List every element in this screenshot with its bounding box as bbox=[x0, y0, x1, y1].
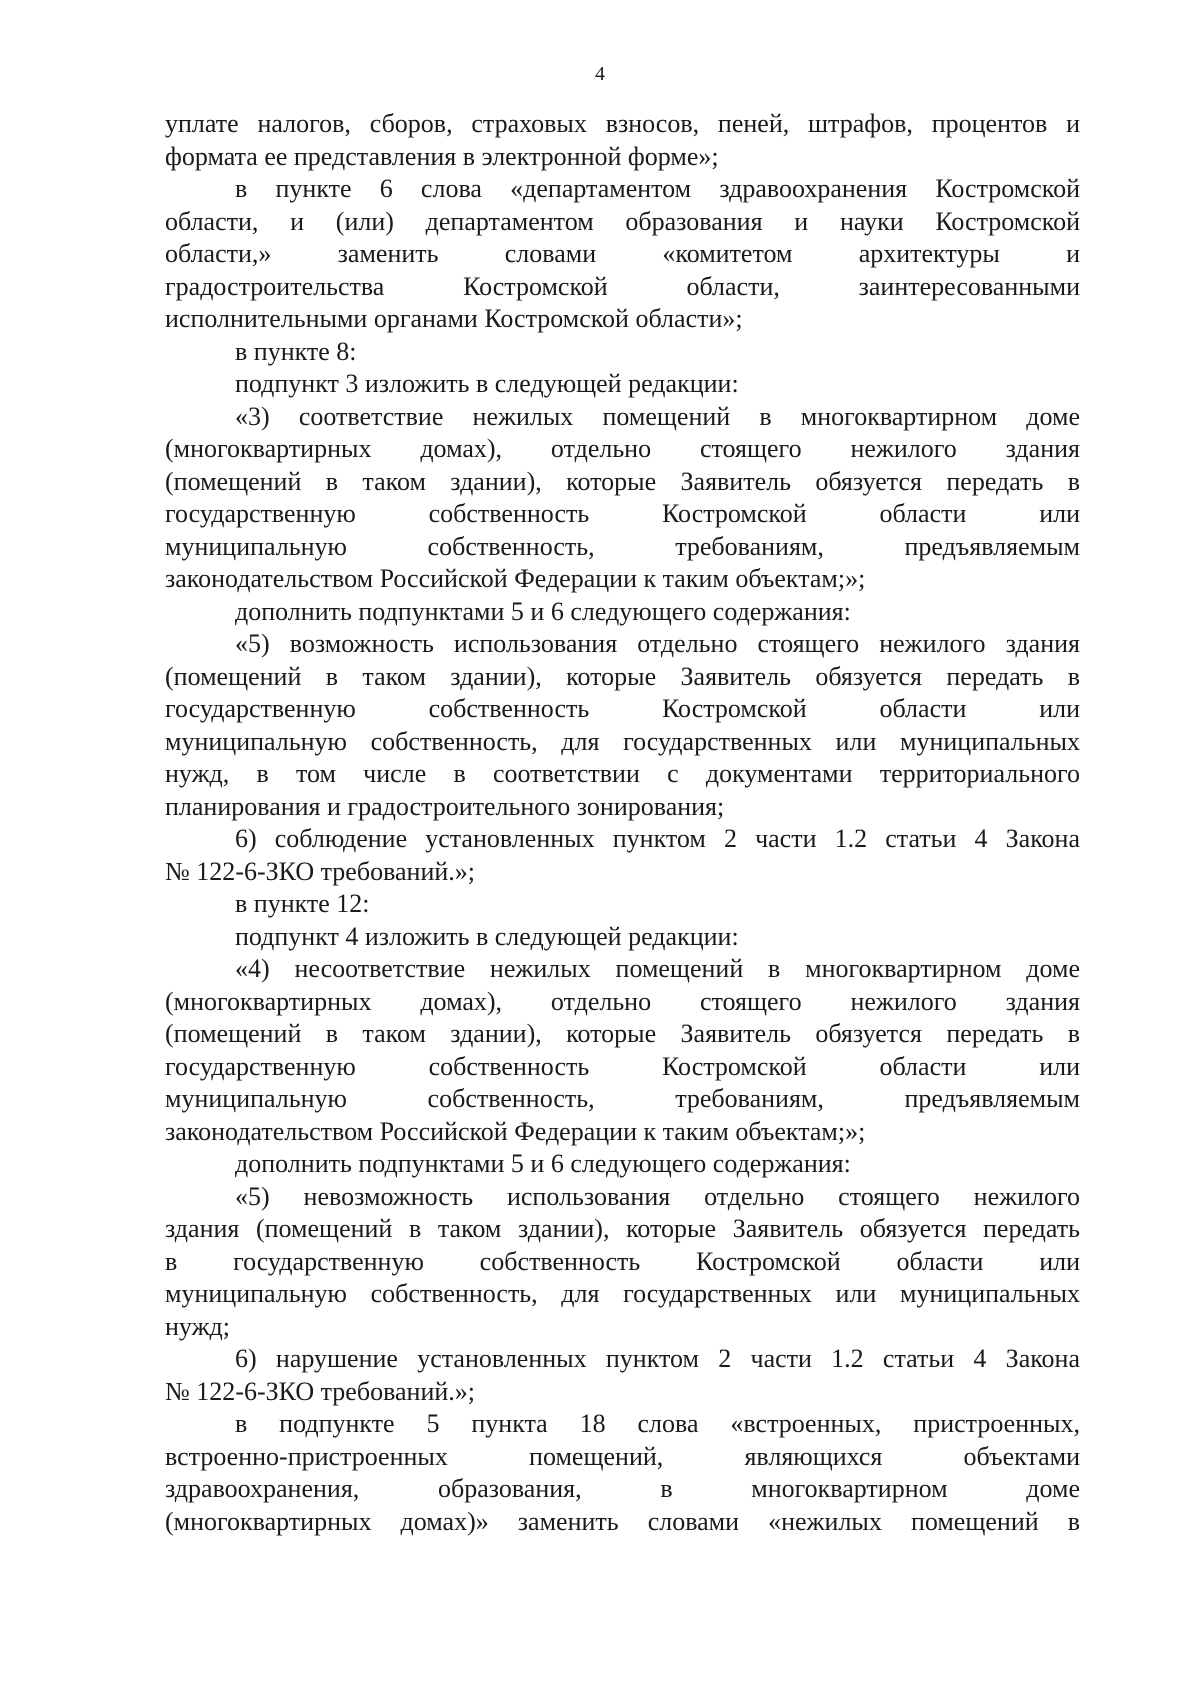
text-line: № 122-6-ЗКО требований.»; bbox=[165, 856, 476, 886]
text-line: в пункте 6 слова «департаментом здравоохранения Костромской bbox=[235, 174, 1080, 203]
text-line: подпункт 4 изложить в следующей редакции: bbox=[235, 921, 739, 951]
text-line: «5) возможность использования отдельно стоящего нежилого здания bbox=[235, 629, 1080, 658]
text-line: области, и (или) департаментом образования и науки Костромской bbox=[165, 206, 1080, 236]
text-line: уплате налогов, сборов, страховых взносов, пеней, штрафов, процентов и bbox=[165, 109, 1080, 138]
text-line: области,» заменить словами «комитетом архитектуры и bbox=[165, 239, 1080, 268]
text-line: (многоквартирных домах), отдельно стоящего нежилого здания bbox=[165, 434, 1080, 463]
text-line: муниципальную собственность, требованиям, предъявляемым bbox=[165, 531, 1080, 561]
text-line: встроенно-пристроенных помещений, являющихся объектами bbox=[165, 1441, 1080, 1471]
text-line: (помещений в таком здании), которые Заявитель обязуется передать в bbox=[165, 661, 1080, 691]
document-body bbox=[165, 108, 1080, 1538]
text-line: законодательством Российской Федерации к таким объектам;»; bbox=[165, 1116, 866, 1146]
text-line: нужд; bbox=[165, 1311, 230, 1341]
text-line: № 122-6-ЗКО требований.»; bbox=[165, 1376, 476, 1406]
text-line: государственную собственность Костромской области или bbox=[165, 499, 1080, 528]
text-line: законодательством Российской Федерации к таким объектам;»; bbox=[165, 564, 866, 593]
text-line: «5) невозможность использования отдельно стоящего нежилого bbox=[235, 1181, 1080, 1211]
text-line: градостроительства Костромской области, заинтересованными bbox=[165, 271, 1080, 301]
text-line: (многоквартирных домах), отдельно стоящего нежилого здания bbox=[165, 986, 1080, 1016]
text-line: государственную собственность Костромской области или bbox=[165, 694, 1080, 723]
text-line: в подпункте 5 пункта 18 слова «встроенных, пристроенных, bbox=[235, 1409, 1080, 1438]
text-line: «3) соответствие нежилых помещений в многоквартирном доме bbox=[235, 401, 1080, 431]
text-line: в пункте 12: bbox=[235, 889, 370, 918]
text-line: здравоохранения, образования, в многоквартирном доме bbox=[165, 1474, 1080, 1503]
text-line: исполнительными органами Костромской области»; bbox=[165, 304, 743, 333]
text-line: нужд, в том числе в соответствии с документами территориального bbox=[165, 759, 1080, 788]
text-line: муниципальную собственность, для государственных или муниципальных bbox=[165, 726, 1080, 756]
page-number: 4 bbox=[595, 63, 605, 85]
text-line: «4) несоответствие нежилых помещений в многоквартирном доме bbox=[235, 954, 1080, 983]
text-line: в государственную собственность Костромской области или bbox=[165, 1246, 1080, 1276]
text-line: планирования и градостроительного зонирования; bbox=[165, 791, 725, 821]
text-line: формата ее представления в электронной форме»; bbox=[165, 141, 719, 171]
text-line: здания (помещений в таком здании), которые Заявитель обязуется передать bbox=[165, 1214, 1080, 1243]
text-line: муниципальную собственность, требованиям, предъявляемым bbox=[165, 1084, 1080, 1113]
text-line: (многоквартирных домах)» заменить словами «нежилых помещений в bbox=[165, 1506, 1080, 1536]
text-line: государственную собственность Костромской области или bbox=[165, 1051, 1080, 1081]
text-line: в пункте 8: bbox=[235, 336, 357, 366]
text-line: муниципальную собственность, для государственных или муниципальных bbox=[165, 1279, 1080, 1308]
text-line: подпункт 3 изложить в следующей редакции: bbox=[235, 369, 739, 398]
text-line: (помещений в таком здании), которые Заявитель обязуется передать в bbox=[165, 466, 1080, 496]
text-line: дополнить подпунктами 5 и 6 следующего содержания: bbox=[235, 596, 851, 626]
text-line: дополнить подпунктами 5 и 6 следующего содержания: bbox=[235, 1149, 851, 1178]
text-line: (помещений в таком здании), которые Заявитель обязуется передать в bbox=[165, 1019, 1080, 1048]
text-line: 6) нарушение установленных пунктом 2 части 1.2 статьи 4 Закона bbox=[235, 1344, 1080, 1373]
text-line: 6) соблюдение установленных пунктом 2 части 1.2 статьи 4 Закона bbox=[235, 824, 1080, 853]
